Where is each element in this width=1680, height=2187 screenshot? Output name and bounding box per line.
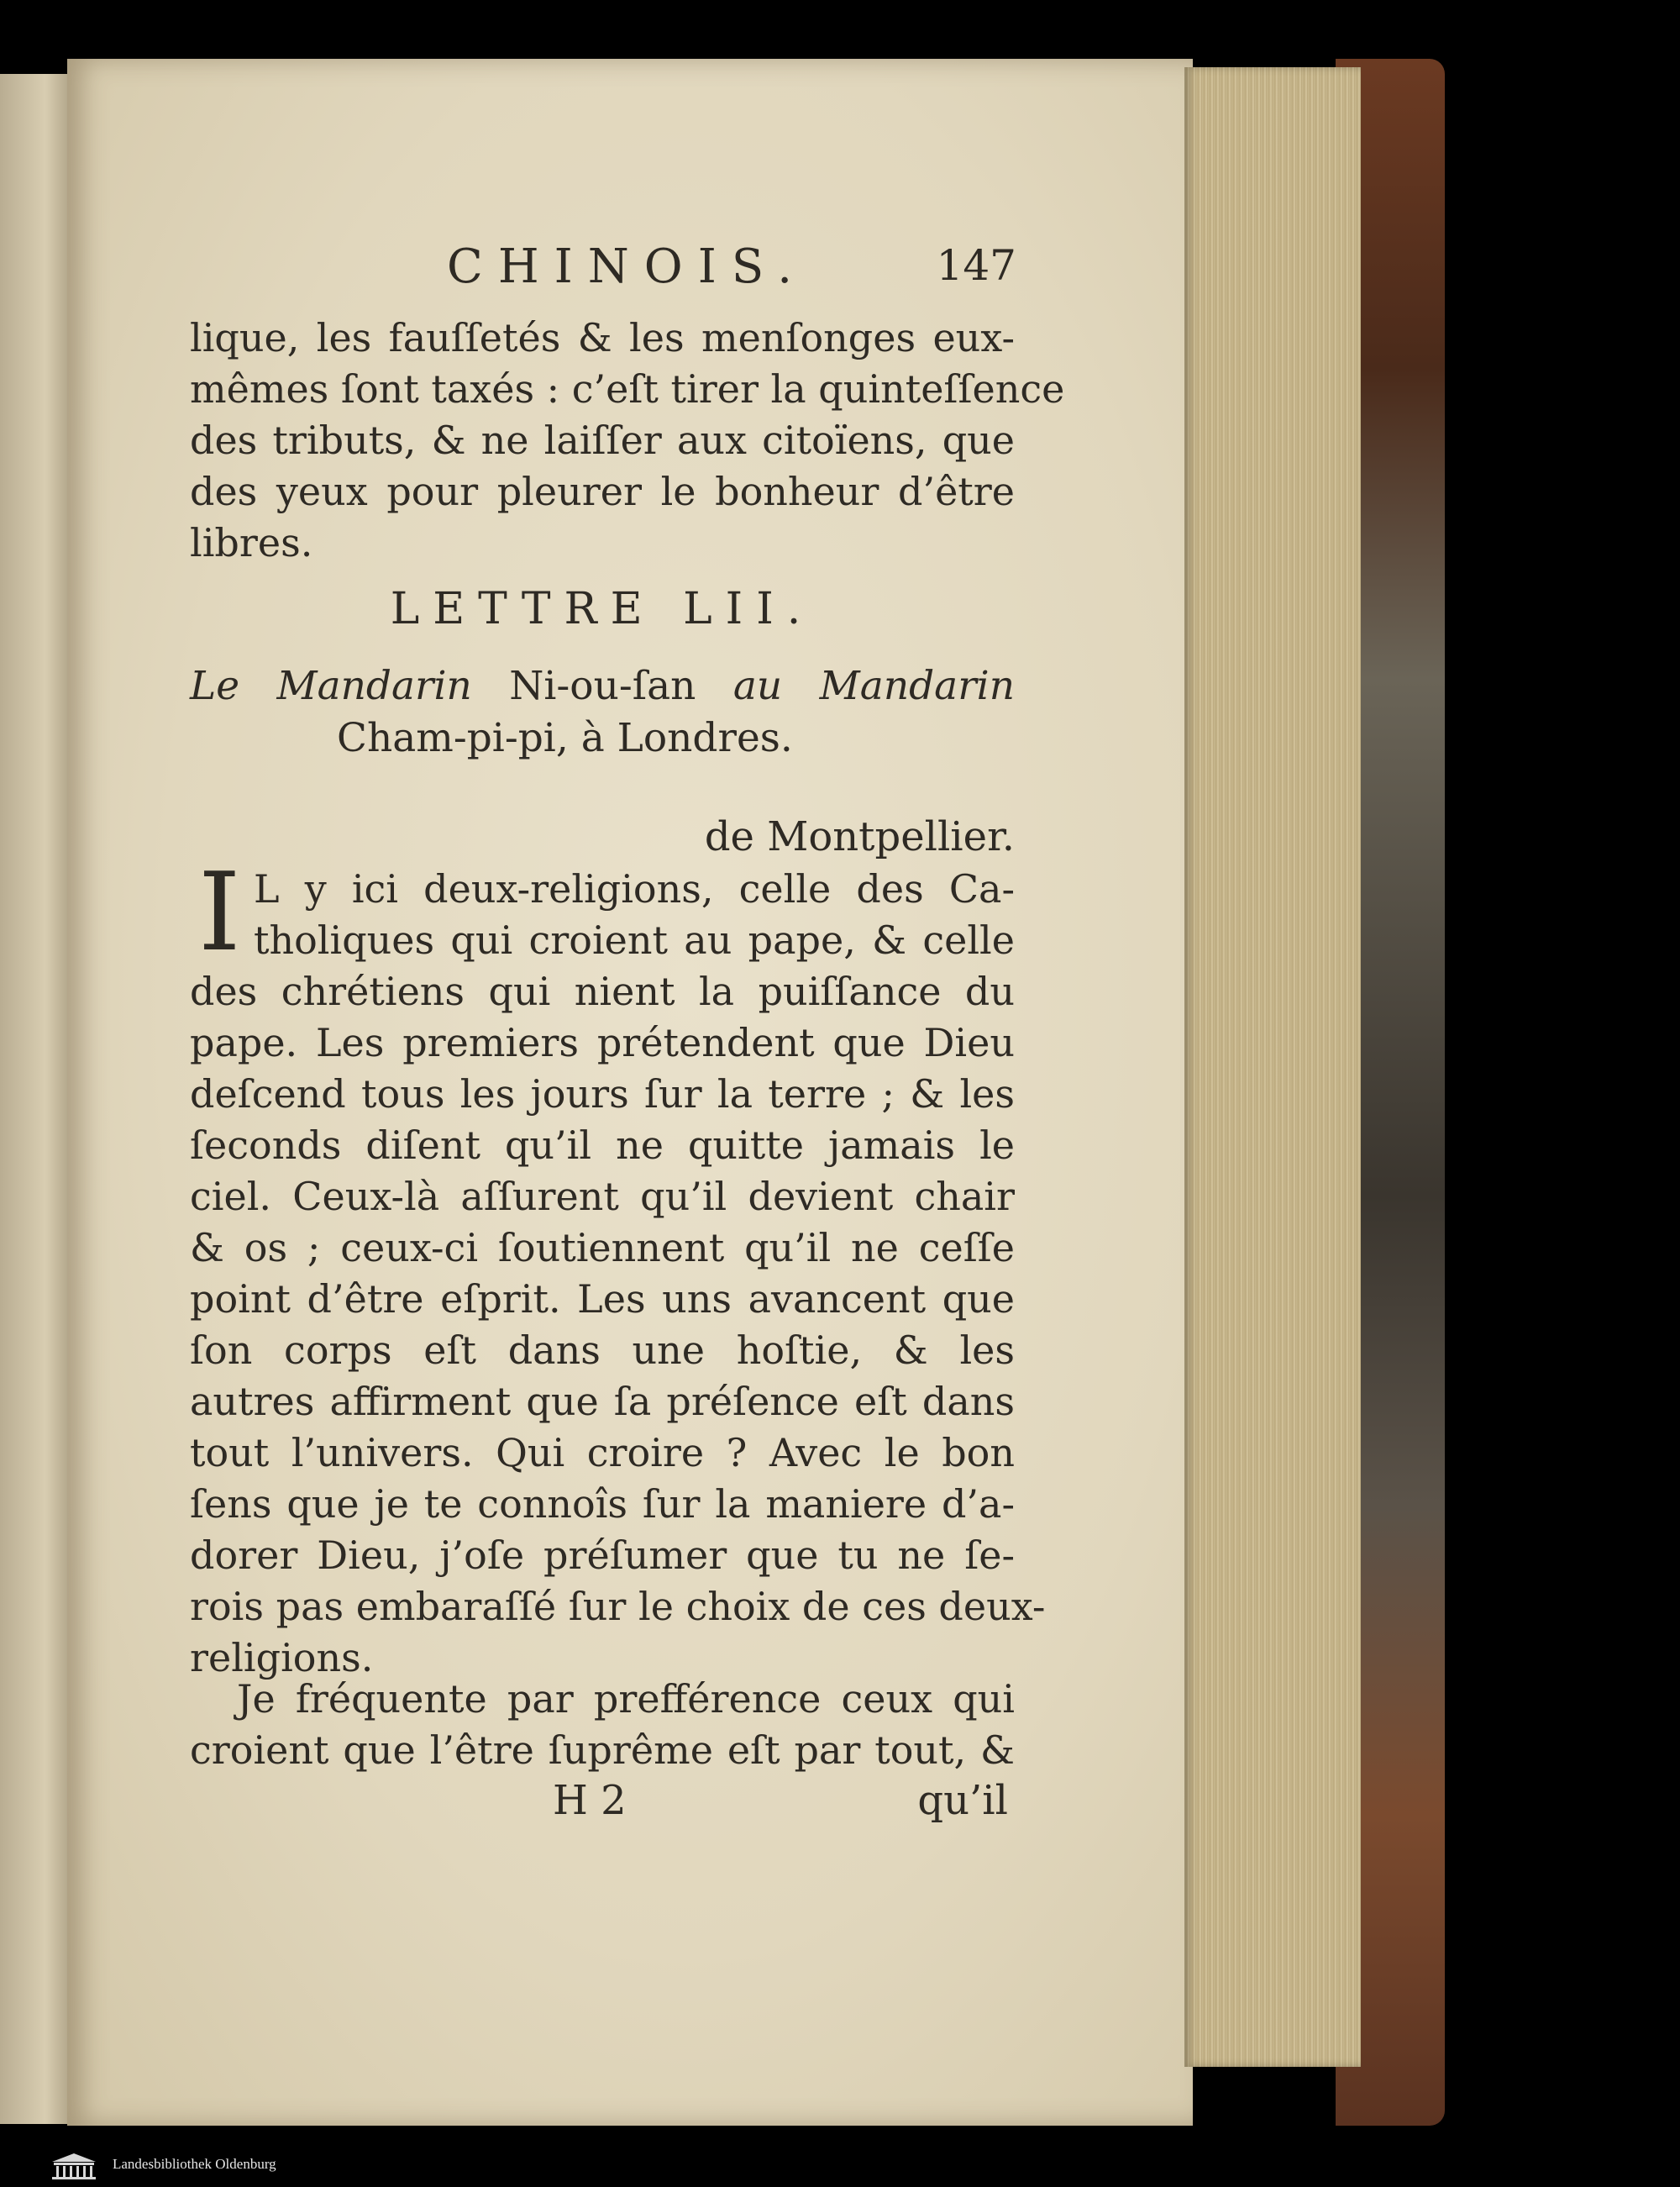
second-paragraph bbox=[190, 1674, 1015, 1776]
text-line: pape. Les premiers prétendent que Dieu bbox=[190, 1020, 1015, 1065]
text-line: deſcend tous les jours ſur la terre ; & les bbox=[190, 1071, 1015, 1117]
text-line: des tributs, & ne laiſſer aux citoïens, que bbox=[190, 418, 1015, 463]
text-line: ſeconds diſent qu’il ne quitte jamais le bbox=[190, 1122, 1015, 1168]
text-line: & os ; ceux-ci ſoutiennent qu’il ne ceſſe bbox=[190, 1225, 1015, 1270]
top-paragraph bbox=[190, 313, 1065, 569]
text-line: lique, les fauſſetés & les menſonges eux- bbox=[190, 315, 1015, 360]
address-au: au bbox=[732, 663, 783, 709]
text-line: croient que l’être ſuprême eſt par tout, & bbox=[190, 1727, 1015, 1773]
text-line: libres. bbox=[190, 520, 313, 565]
text-line: dorer Dieu, j’oſe préſumer que tu ne ſe- bbox=[190, 1532, 1015, 1578]
address-le: Le bbox=[190, 663, 240, 709]
signature-mark: H 2 bbox=[553, 1777, 627, 1824]
text-line: point d’être eſprit. Les uns avancent que bbox=[190, 1276, 1015, 1322]
text-line: tout l’univers. Qui croire ? Avec le bon bbox=[190, 1430, 1015, 1475]
text-line: ciel. Ceux-là aſſurent qu’il devient chair bbox=[190, 1174, 1015, 1219]
letter-address bbox=[190, 660, 1015, 765]
address-mandarin: Mandarin bbox=[819, 663, 1015, 709]
text-line: rois pas embaraſſé ſur le choix de ces deux- bbox=[190, 1584, 1046, 1629]
page-fore-edge bbox=[1184, 67, 1361, 2067]
text-line: mêmes ſont taxés : c’eſt tirer la quinteſſence bbox=[190, 366, 1065, 412]
text-line: des chrétiens qui nient la puiſſance du bbox=[190, 969, 1015, 1014]
library-building-icon bbox=[49, 2152, 99, 2180]
facing-page-edge bbox=[0, 74, 76, 2124]
address-sender: Ni-ou-ſan bbox=[509, 663, 696, 709]
letter-heading: LETTRE LII. bbox=[390, 584, 815, 634]
running-title: CHINOIS. bbox=[447, 239, 808, 294]
text-line: autres affirment que ſa préſence eſt dans bbox=[190, 1379, 1015, 1424]
catchword: qu’il bbox=[917, 1777, 1008, 1824]
text-line: des yeux pour pleurer le bonheur d’être bbox=[190, 469, 1015, 514]
text-line: ſon corps eſt dans une hoſtie, & les bbox=[190, 1327, 1015, 1373]
address-recipient: Cham-pi-pi, à Londres. bbox=[337, 715, 793, 761]
drop-capital: I bbox=[198, 850, 241, 975]
watermark-label: Landesbibliothek Oldenburg bbox=[113, 2156, 276, 2172]
page-footer bbox=[190, 1777, 1015, 1827]
text-line: religions. bbox=[190, 1635, 374, 1680]
page-number: 147 bbox=[936, 241, 1016, 290]
running-head bbox=[185, 239, 1016, 294]
text-line: Je fréquente par prefférence ceux qui bbox=[237, 1676, 1015, 1722]
text-line: tholiques qui croient au pape, & celle bbox=[254, 917, 1015, 963]
text-line: ſens que je te connoîs ſur la maniere d’a- bbox=[190, 1481, 1015, 1527]
text-line: L y ici deux-religions, celle des Ca- bbox=[254, 866, 1015, 912]
dateline: de Montpellier. bbox=[704, 813, 1015, 860]
address-mandarin: Mandarin bbox=[276, 663, 472, 709]
body-paragraph bbox=[190, 850, 1046, 1684]
address-line-1 bbox=[190, 660, 1015, 712]
